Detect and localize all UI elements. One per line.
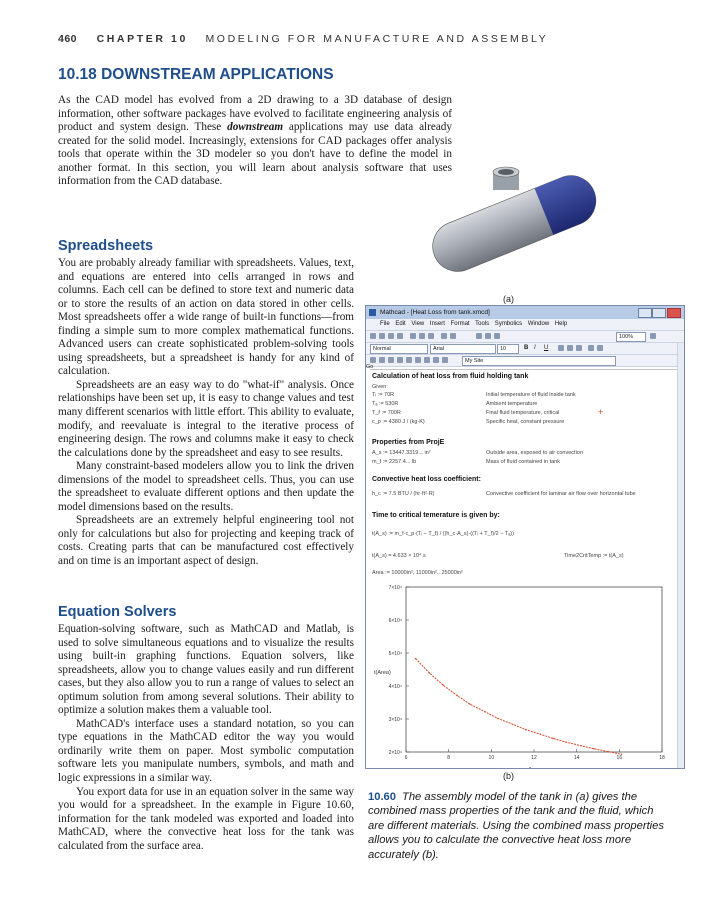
y-tick-label: 4×10⁴ bbox=[388, 684, 402, 690]
y-tick-label: 7×10⁴ bbox=[388, 585, 402, 591]
data-point bbox=[415, 658, 416, 659]
figure-number: 10.60 bbox=[368, 791, 396, 803]
math-range: Area := 10000in², 11000in².. 25000in² bbox=[372, 570, 463, 576]
math-note: Mass of fluid contained in tank bbox=[486, 459, 560, 465]
copy-icon[interactable] bbox=[419, 333, 425, 339]
spreadsheets-p3: Many constraint-based modelers allow you to link the driven dimensions of the model to spreadsheet cells. Thus, you can use the spreadsheet to evaluate different options and then update the model dimensions based on the results. bbox=[58, 460, 354, 513]
data-point bbox=[608, 751, 609, 752]
crosshair-cursor-icon: + bbox=[598, 407, 604, 417]
equation-solvers-heading: Equation Solvers bbox=[58, 604, 177, 620]
y-tick-label: 3×10⁴ bbox=[388, 717, 402, 723]
intro-text-2: applications may use data already created for the solid model. Increasingly, extensions for CAD packages offer analysis tools that operate within the 3D modeler so you don't have to define the model in another format. In this section, you will learn about analysis software that uses information from the CAD database. bbox=[58, 121, 452, 188]
mathcad-title: Mathcad - [Heat Loss from tank.xmcd] bbox=[380, 309, 490, 316]
math-note: Final fluid temperature, critical bbox=[486, 410, 560, 416]
equation-solvers-p1: Equation-solving software, such as MathCAD and Matlab, is used to solve simultaneous equations and to visualize the results using built-in graphing functions. Equation solvers, like spreadsheets, allow you to change values easily and run different cases, but they also allow you to run a range of values to select an optimum solution from among several solutions. Their ability to optimize a solution makes them a valuable tool. bbox=[58, 623, 354, 717]
figure-label-b: (b) bbox=[503, 771, 514, 781]
spreadsheets-p4: Spreadsheets are an extremely helpful engineering tool not only for calculations but also for projecting and keeping track of costs. Creating parts that can be manufactured cost effectively and on time is an important aspect of design. bbox=[58, 514, 354, 568]
y-tick-label: 2×10⁴ bbox=[388, 750, 402, 756]
data-point bbox=[512, 724, 513, 725]
x-axis-label: Area bbox=[528, 767, 540, 773]
equation-solvers-text bbox=[58, 623, 354, 853]
spreadsheets-p2: Spreadsheets are an easy way to do "what-if" analysis. Once relationships have been set up, it is easy to change values and test many different scenarios with little effort. This ability to evaluate, modify, and reevaluate is integral to the iterative process of engineering design. The rows and columns make it easy to check the calculations done by the spreadsheet and easy to see results. bbox=[58, 378, 354, 459]
data-point bbox=[469, 703, 470, 704]
numbering-icon[interactable] bbox=[597, 345, 603, 351]
figure-caption-text: The assembly model of the tank in (a) gives the combined mass properties of the tank and the fluid, which are different materials. Using the combined mass properties allows you to calculate the convective heat loss more accurately (b). bbox=[368, 791, 664, 861]
mathcad-toolbar-math bbox=[366, 355, 684, 370]
worksheet-heading-2: Properties from ProjE bbox=[372, 439, 445, 446]
math-note: Specific heat, constant pressure bbox=[486, 419, 565, 425]
given-label: Given: bbox=[372, 384, 388, 390]
math-note: Ambient temperature bbox=[486, 401, 538, 407]
figure-caption bbox=[368, 790, 668, 862]
symbolic-icon[interactable] bbox=[442, 357, 448, 363]
math-row: A_s := 13447.3319... in² bbox=[372, 450, 431, 456]
data-point bbox=[593, 748, 594, 749]
math-row: m_f := 2257.4... lb bbox=[372, 459, 417, 465]
italic-icon[interactable]: I bbox=[534, 345, 536, 351]
math-note: Convective coefficient for laminar air flow over horizontal tube bbox=[486, 491, 636, 497]
mathcad-window bbox=[365, 305, 685, 773]
math-row: c_p := 4380 J / (kg·K) bbox=[372, 419, 425, 425]
math-note: Outside area, exposed to air convection bbox=[486, 450, 583, 456]
intro-emphasis: downstream bbox=[227, 121, 284, 134]
spreadsheets-text bbox=[58, 257, 354, 569]
data-point bbox=[429, 672, 430, 673]
vertical-scrollbar[interactable] bbox=[677, 343, 684, 768]
math-equation: t(A_s) := m_f·c_p·(Tᵢ − T_f) / ((h_c·A_s)·((Tᵢ + T_f)/2 − Tₐ)) bbox=[372, 531, 514, 537]
close-button[interactable] bbox=[667, 308, 681, 318]
save-icon[interactable] bbox=[388, 333, 394, 339]
worksheet-heading-1: Calculation of heat loss from fluid holding tank bbox=[372, 373, 529, 380]
evaluation-icon[interactable] bbox=[397, 357, 403, 363]
x-tick-label: 18 bbox=[659, 755, 665, 761]
x-tick-label: 16 bbox=[616, 755, 623, 761]
tank-figure bbox=[425, 160, 603, 280]
data-point bbox=[457, 695, 458, 696]
x-tick-label: 12 bbox=[531, 755, 537, 761]
greek-icon[interactable] bbox=[433, 357, 439, 363]
x-tick-label: 8 bbox=[447, 755, 451, 761]
mathcad-worksheet[interactable] bbox=[366, 367, 684, 773]
mathcad-toolbar-format bbox=[366, 343, 684, 355]
cut-icon[interactable] bbox=[410, 333, 416, 339]
data-point bbox=[484, 711, 485, 712]
data-point bbox=[553, 738, 554, 739]
maximize-button[interactable] bbox=[652, 308, 666, 318]
zoom-select[interactable]: 100% bbox=[616, 332, 646, 342]
calculator-icon[interactable] bbox=[370, 357, 376, 363]
math-assignment: Time2CritTemp := t(A_s) bbox=[564, 553, 624, 559]
equation-solvers-p2: MathCAD's interface uses a standard notation, so you can type equations in the MathCAD editor the way you would ordinarily write them on paper. Most symbolic computation software lets you manipulate numbers, symbols, and math and logic expressions in a similar way. bbox=[58, 717, 354, 785]
math-row: T_f := 700R bbox=[372, 410, 401, 416]
underline-icon[interactable]: U bbox=[544, 345, 549, 351]
worksheet-heading-4: Time to critical temerature is given by: bbox=[372, 512, 500, 519]
mathcad-toolbar-standard bbox=[366, 331, 684, 343]
math-note: Initial temperature of fluid inside tank bbox=[486, 392, 576, 398]
y-tick-label: 6×10⁴ bbox=[388, 618, 402, 624]
boolean-icon[interactable] bbox=[415, 357, 421, 363]
data-point bbox=[443, 685, 444, 686]
x-tick-label: 10 bbox=[488, 755, 495, 761]
font-size-select[interactable]: 10 bbox=[497, 344, 519, 354]
intro-text-1: As the CAD model has evolved from a 2D drawing to a 3D database of design information, other software packages have evolved to facilitate engineering analysis of product and system design. These bbox=[58, 94, 452, 134]
section-title: 10.18 DOWNSTREAM APPLICATIONS bbox=[58, 66, 334, 83]
mathcad-app-icon bbox=[369, 309, 376, 316]
align-left-icon[interactable] bbox=[558, 345, 564, 351]
heat-loss-plot[interactable] bbox=[372, 581, 672, 773]
calculus-icon[interactable] bbox=[406, 357, 412, 363]
math-result: t(A_s) = 4.633 × 10⁴ s bbox=[372, 553, 426, 559]
data-point bbox=[565, 741, 566, 742]
bullets-icon[interactable] bbox=[588, 345, 594, 351]
bold-icon[interactable]: B bbox=[524, 345, 529, 351]
undo-icon[interactable] bbox=[441, 333, 447, 339]
data-point bbox=[497, 718, 498, 719]
math-row: Tₐ := 530R bbox=[372, 401, 399, 407]
figure-label-a: (a) bbox=[503, 294, 514, 304]
running-header bbox=[58, 33, 548, 45]
site-address-field[interactable]: My Site bbox=[462, 356, 616, 366]
align-center-icon[interactable] bbox=[567, 345, 573, 351]
page-number: 460 bbox=[58, 33, 78, 45]
worksheet-rule bbox=[370, 369, 678, 370]
worksheet-heading-3: Convective heat loss coefficient: bbox=[372, 476, 481, 483]
data-point bbox=[540, 733, 541, 734]
intro-paragraph bbox=[58, 94, 452, 189]
chapter-title: MODELING FOR MANUFACTURE AND ASSEMBLY bbox=[205, 33, 549, 45]
mathcad-menubar[interactable]: File Edit View Insert Format Tools Symbolics Window Help bbox=[366, 319, 684, 331]
align-right-icon[interactable] bbox=[576, 345, 582, 351]
font-select[interactable]: Arial bbox=[430, 344, 496, 354]
x-tick-label: 14 bbox=[573, 755, 580, 761]
programming-icon[interactable] bbox=[424, 357, 430, 363]
redo-icon[interactable] bbox=[450, 333, 456, 339]
data-point bbox=[580, 745, 581, 746]
print-icon[interactable] bbox=[397, 333, 403, 339]
calculate-icon[interactable] bbox=[476, 333, 482, 339]
plot-frame bbox=[406, 587, 662, 752]
math-row: h_c := 7.5 BTU / (hr·ft²·R) bbox=[372, 491, 435, 497]
equation-solvers-p3: You export data for use in an equation solver in the same way you would for a spreadsheet. In the example in Figure 10.60, information for the tank modeled was exported and loaded into MathCAD, where the convective heat loss for the tank was calculated from the surface area. bbox=[58, 785, 354, 852]
y-tick-label: 5×10⁴ bbox=[388, 651, 402, 657]
mathcad-titlebar bbox=[366, 306, 684, 319]
y-axis-label: t(Area) bbox=[374, 670, 391, 676]
help-icon[interactable] bbox=[650, 333, 656, 339]
insert-unit-icon[interactable] bbox=[494, 333, 500, 339]
open-icon[interactable] bbox=[379, 333, 385, 339]
new-icon[interactable] bbox=[370, 333, 376, 339]
style-select[interactable]: Normal bbox=[370, 344, 428, 354]
spreadsheets-heading: Spreadsheets bbox=[58, 238, 154, 254]
matrix-icon[interactable] bbox=[388, 357, 394, 363]
tank-nozzle bbox=[493, 167, 519, 190]
x-tick-label: 6 bbox=[404, 755, 408, 761]
paste-icon[interactable] bbox=[428, 333, 434, 339]
graph-icon[interactable] bbox=[379, 357, 385, 363]
go-button[interactable]: Go bbox=[366, 364, 374, 370]
chapter-label: CHAPTER 10 bbox=[96, 33, 188, 45]
math-row: Tᵢ := 70R bbox=[372, 392, 395, 398]
minimize-button[interactable] bbox=[638, 308, 652, 318]
spreadsheets-p1: You are probably already familiar with spreadsheets. Values, text, and equations are entered into cells arranged in rows and columns. Each cell can be defined to store text and numeric data or to store the results of an action on data stored in other cells. Most spreadsheets offer a wide range of built-in functions—from finding a simple sum to more complex mathematical functions. Advanced users can create sophisticated problem-solving tools using spreadsheets, but a spreadsheet is handy for any kind of calculation. bbox=[58, 257, 354, 378]
insert-function-icon[interactable] bbox=[485, 333, 491, 339]
data-point bbox=[525, 729, 526, 730]
